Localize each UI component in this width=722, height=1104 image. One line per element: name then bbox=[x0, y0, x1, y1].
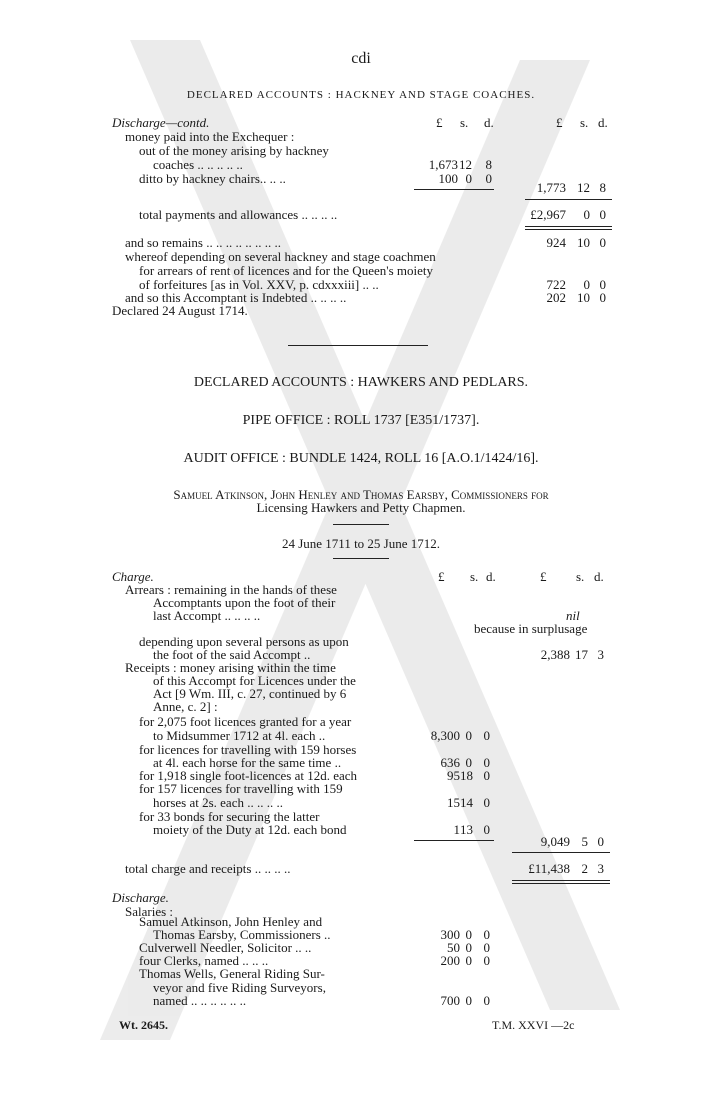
text-line: named .. .. .. .. .. .. bbox=[153, 993, 247, 1008]
amount-pounds: 700 bbox=[440, 993, 460, 1008]
text-line: four Clerks, named .. .. .. bbox=[139, 953, 269, 968]
amount-shillings: 2 bbox=[581, 861, 588, 876]
amount-pounds: 636 bbox=[440, 755, 460, 770]
amount-shillings: 0 bbox=[465, 993, 472, 1008]
section-heading: DECLARED ACCOUNTS : HAWKERS AND PEDLARS. bbox=[193, 375, 529, 390]
amount-pence: 0 bbox=[483, 755, 490, 770]
amount-pounds: 15 bbox=[447, 795, 460, 810]
text-line: veyor and five Riding Surveyors, bbox=[153, 980, 326, 995]
text-line: Arrears : remaining in the hands of these bbox=[125, 582, 337, 597]
amount-shillings: 14 bbox=[460, 795, 473, 810]
amount-pence: 0 bbox=[483, 953, 490, 968]
amount-pounds: 200 bbox=[440, 953, 460, 968]
amount-shillings: 0 bbox=[465, 728, 472, 743]
sum-rule bbox=[525, 199, 612, 200]
text-line: at 4l. each horse for the same time .. bbox=[153, 755, 342, 770]
col-pence: d. bbox=[486, 569, 496, 584]
text-line: Anne, c. 2] : bbox=[153, 699, 218, 714]
col-pound: £ bbox=[540, 569, 547, 584]
amount-pence: 3 bbox=[597, 647, 604, 662]
col-pence: d. bbox=[484, 115, 494, 130]
amount-pence: 0 bbox=[483, 993, 490, 1008]
text-line: coaches .. .. .. .. .. bbox=[153, 157, 243, 172]
amount-pence: 0 bbox=[483, 940, 490, 955]
text-line: ditto by hackney chairs.. .. .. bbox=[139, 171, 286, 186]
amount-shillings: 10 bbox=[577, 290, 590, 305]
audit-office-heading: AUDIT OFFICE : BUNDLE 1424, ROLL 16 [A.O.1/1424/16]. bbox=[183, 451, 539, 466]
amount-shillings: 13 bbox=[460, 822, 473, 837]
amount-shillings: 12 bbox=[459, 157, 472, 172]
col-pound: £ bbox=[556, 115, 563, 130]
amount-pounds: 722 bbox=[546, 277, 566, 292]
amount-pounds: 2,388 bbox=[540, 647, 570, 662]
amount-shillings: 18 bbox=[460, 768, 473, 783]
col-pound: £ bbox=[438, 569, 445, 584]
amount-shillings: 0 bbox=[465, 940, 472, 955]
amount-pence: 0 bbox=[599, 235, 606, 250]
page-number: cdi bbox=[351, 50, 371, 67]
text-line: and so this Accomptant is Indebted .. .. .. .. bbox=[125, 290, 347, 305]
amount-pounds: 1,773 bbox=[536, 180, 566, 195]
text-line: whereof depending on several hackney and stage coachmen bbox=[125, 249, 436, 264]
text-line: Thomas Wells, General Riding Sur- bbox=[139, 966, 325, 981]
amount-pence: 0 bbox=[483, 927, 490, 942]
surplusage-note: because in surplusage bbox=[474, 621, 588, 636]
text-line: total charge and receipts .. .. .. .. bbox=[125, 861, 291, 876]
amount-pence: 0 bbox=[483, 728, 490, 743]
amount-pence: 0 bbox=[597, 834, 604, 849]
total-rule bbox=[512, 880, 610, 884]
amount-pounds: 100 bbox=[438, 171, 458, 186]
section-divider bbox=[288, 345, 428, 346]
amount-pounds: 9,049 bbox=[540, 834, 570, 849]
amount-shillings: 5 bbox=[581, 834, 588, 849]
text-line: Act [9 Wm. III, c. 27, continued by 6 bbox=[153, 686, 347, 701]
text-line: Receipts : money arising within the time bbox=[125, 660, 336, 675]
amount-pounds: 95 bbox=[447, 768, 460, 783]
discharge-heading: Discharge. bbox=[112, 890, 169, 905]
amount-pence: 0 bbox=[599, 207, 606, 222]
amount-pounds: 1,673 bbox=[428, 157, 458, 172]
pipe-office-heading: PIPE OFFICE : ROLL 1737 [E351/1737]. bbox=[242, 413, 480, 428]
text-line: of forfeitures [as in Vol. XXV, p. cdxxxiii] .. .. bbox=[139, 277, 379, 292]
amount-shillings: 12 bbox=[577, 180, 590, 195]
amount-pounds: £11,438 bbox=[528, 861, 570, 876]
amount-pence: 8 bbox=[599, 180, 606, 195]
text-line: Salaries : bbox=[125, 904, 174, 919]
amount-pence: 0 bbox=[483, 768, 490, 783]
amount-shillings: 17 bbox=[575, 647, 588, 662]
text-line: total payments and allowances .. .. .. .. bbox=[139, 207, 338, 222]
total-rule bbox=[525, 226, 612, 230]
amount-shillings: 0 bbox=[465, 755, 472, 770]
amount-pounds: 8,300 bbox=[430, 728, 460, 743]
text-line: for 1,918 single foot-licences at 12d. each bbox=[139, 768, 358, 783]
amount-shillings: 10 bbox=[577, 235, 590, 250]
amount-shillings: 0 bbox=[465, 953, 472, 968]
amount-shillings: 0 bbox=[465, 927, 472, 942]
text-line: Culverwell Needler, Solicitor .. .. bbox=[139, 940, 312, 955]
text-line: for 157 licences for travelling with 159 bbox=[139, 781, 343, 796]
text-line: for 2,075 foot licences granted for a year bbox=[139, 714, 352, 729]
amount-shillings: 0 bbox=[583, 207, 590, 222]
amount-pence: 0 bbox=[483, 795, 490, 810]
text-line: money paid into the Exchequer : bbox=[125, 129, 295, 144]
sum-rule bbox=[414, 189, 494, 190]
text-line: out of the money arising by hackney bbox=[139, 143, 329, 158]
commissioners-line: Samuel Atkinson, John Henley and Thomas Earsby, Commissioners for bbox=[173, 487, 549, 502]
text-line: horses at 2s. each .. .. .. .. bbox=[153, 795, 283, 810]
amount-pounds: 924 bbox=[546, 235, 566, 250]
divider bbox=[333, 558, 389, 559]
text-line: Accomptants upon the foot of their bbox=[153, 595, 336, 610]
footer-left: Wt. 2645. bbox=[119, 1018, 168, 1032]
text-line: moiety of the Duty at 12d. each bond bbox=[153, 822, 347, 837]
amount-pounds: 202 bbox=[546, 290, 566, 305]
sum-rule bbox=[414, 840, 494, 841]
text-line: depending upon several persons as upon bbox=[139, 634, 349, 649]
text-line: Thomas Earsby, Commissioners .. bbox=[153, 927, 331, 942]
col-shillings: s. bbox=[470, 569, 479, 584]
col-shillings: s. bbox=[460, 115, 469, 130]
text-line: Declared 24 August 1714. bbox=[112, 303, 248, 318]
amount-pence: 0 bbox=[599, 277, 606, 292]
period: 24 June 1711 to 25 June 1712. bbox=[281, 536, 441, 551]
amount-pence: 0 bbox=[483, 822, 490, 837]
divider bbox=[333, 524, 389, 525]
discharge-heading: Discharge—contd. bbox=[112, 115, 210, 130]
amount-pence: 8 bbox=[485, 157, 492, 172]
charge-heading: Charge. bbox=[112, 569, 154, 584]
amount-pounds: 50 bbox=[447, 940, 460, 955]
amount-pounds: 1 bbox=[453, 822, 460, 837]
amount-pounds: £2,967 bbox=[530, 207, 566, 222]
col-shillings: s. bbox=[580, 115, 589, 130]
nil-value: nil bbox=[566, 608, 580, 623]
col-shillings: s. bbox=[576, 569, 585, 584]
running-head: DECLARED ACCOUNTS : HACKNEY AND STAGE COACHES. bbox=[186, 89, 536, 101]
sum-rule bbox=[512, 852, 610, 853]
amount-pence: 0 bbox=[485, 171, 492, 186]
amount-shillings: 0 bbox=[583, 277, 590, 292]
text-line: the foot of the said Accompt .. bbox=[153, 647, 311, 662]
col-pence: d. bbox=[598, 115, 608, 130]
amount-pence: 0 bbox=[599, 290, 606, 305]
col-pound: £ bbox=[436, 115, 443, 130]
text-line: for licences for travelling with 159 horses bbox=[139, 742, 357, 757]
text-line: for 33 bonds for securing the latter bbox=[139, 809, 320, 824]
text-line: last Accompt .. .. .. .. bbox=[153, 608, 261, 623]
text-line: for arrears of rent of licences and for the Queen's moiety bbox=[139, 263, 433, 278]
amount-pounds: 300 bbox=[440, 927, 460, 942]
text-line: to Midsummer 1712 at 4l. each .. bbox=[153, 728, 326, 743]
text-line: and so remains .. .. .. .. .. .. .. .. bbox=[125, 235, 281, 250]
text-line: of this Accompt for Licences under the bbox=[153, 673, 356, 688]
text-line: Samuel Atkinson, John Henley and bbox=[139, 914, 323, 929]
footer-right: T.M. XXVI —2c bbox=[492, 1018, 575, 1032]
amount-shillings: 0 bbox=[465, 171, 472, 186]
col-pence: d. bbox=[594, 569, 604, 584]
commissioners-line: Licensing Hawkers and Petty Chapmen. bbox=[256, 500, 466, 515]
amount-pence: 3 bbox=[597, 861, 604, 876]
